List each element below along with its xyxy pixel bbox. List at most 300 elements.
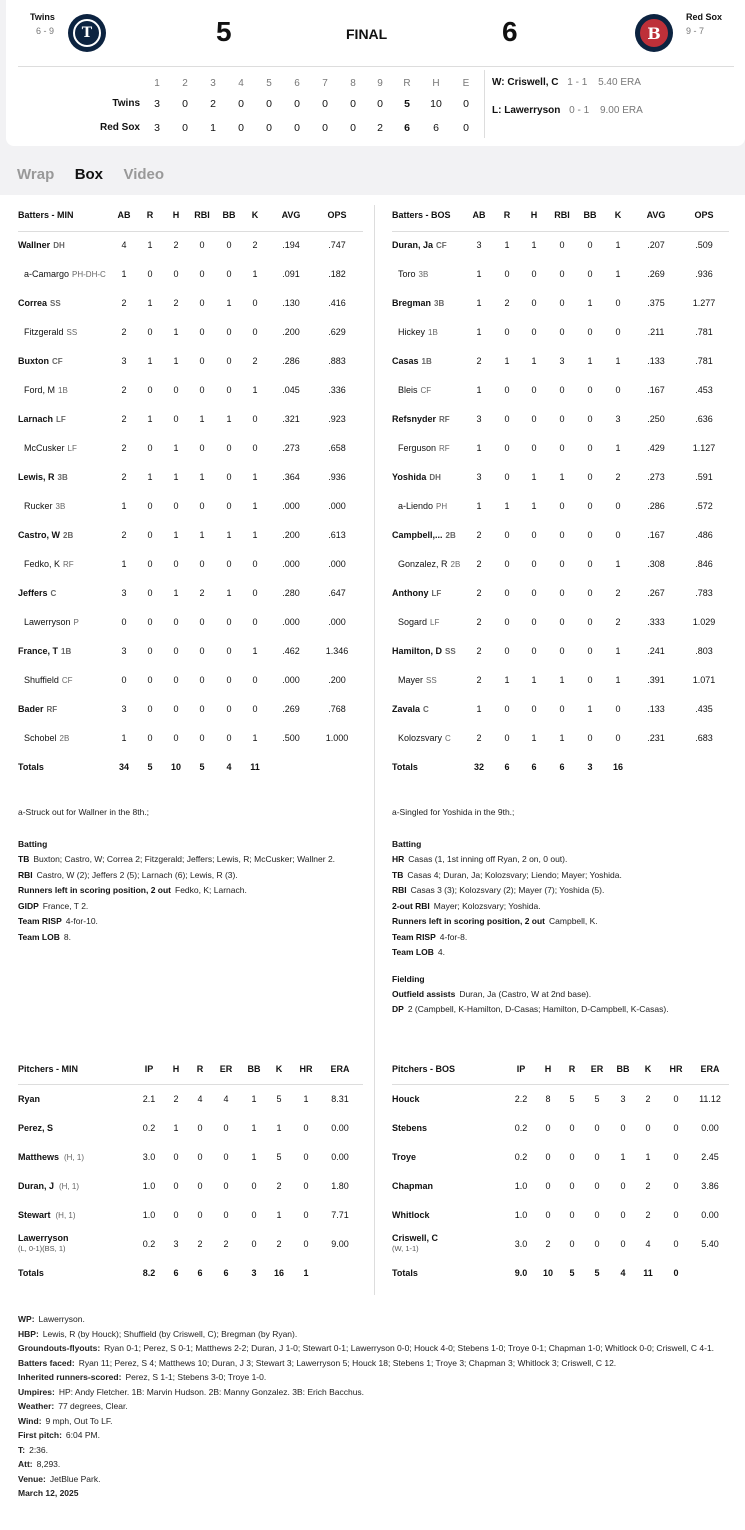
batting-stat: 2 xyxy=(121,472,127,482)
batting-stat: 0 xyxy=(147,501,153,511)
batting-stat: 0 xyxy=(504,327,510,337)
note-key: Outfield assists xyxy=(392,988,456,999)
batting-stat: .269 xyxy=(647,269,665,279)
batting-stat: 0 xyxy=(531,617,537,627)
batting-stat: 0 xyxy=(226,733,232,743)
player-name-cell xyxy=(392,588,441,598)
batting-stat: 0 xyxy=(226,385,232,395)
batting-total: 5 xyxy=(147,762,153,772)
batting-stat: .591 xyxy=(695,472,713,482)
batting-stat: 1 xyxy=(476,443,482,453)
player-name[interactable]: Bleis xyxy=(398,385,418,395)
player-name[interactable]: Sogard xyxy=(398,617,428,627)
pitching-total: 0 xyxy=(673,1268,679,1278)
batting-stat: .391 xyxy=(647,675,665,685)
linescore-home-team[interactable]: Red Sox xyxy=(99,122,140,133)
batting-stat: .273 xyxy=(647,472,665,482)
batting-stat: 0 xyxy=(199,327,205,337)
home-inning-score: 0 xyxy=(322,122,328,134)
player-name[interactable]: Duran, Ja xyxy=(392,240,434,250)
player-name[interactable]: France, T xyxy=(18,646,59,656)
pitching-stat: 8.31 xyxy=(331,1094,349,1104)
twins-logo-icon[interactable]: T xyxy=(68,14,106,52)
pitcher-name[interactable]: Matthews xyxy=(18,1152,60,1162)
player-name[interactable]: a-Liendo xyxy=(398,501,434,511)
player-position: 1B xyxy=(428,328,438,337)
batting-stat: .783 xyxy=(695,588,713,598)
player-name[interactable]: Buxton xyxy=(18,356,49,366)
pitching-stat: 0.00 xyxy=(701,1123,719,1133)
note-value: Casas 3 (3); Kolozsvary (2); Mayer (7); Yoshida (5). xyxy=(410,885,605,895)
game-status: FINAL xyxy=(346,26,388,42)
batting-stat: 1 xyxy=(252,269,258,279)
pitching-stat: 1.0 xyxy=(514,1181,528,1191)
batting-stat: 3 xyxy=(476,472,482,482)
pitching-column-header: ERA xyxy=(330,1064,350,1074)
player-name[interactable]: Hamilton, D xyxy=(392,646,443,656)
batting-stat: 0 xyxy=(504,646,510,656)
batting-stat: 1 xyxy=(476,704,482,714)
batting-stat: 0 xyxy=(226,501,232,511)
pitcher-name[interactable]: Stewart xyxy=(18,1210,51,1220)
batting-stat: 0 xyxy=(252,675,258,685)
batting-stat: 0 xyxy=(147,559,153,569)
batting-stat: 1 xyxy=(504,501,510,511)
note-item xyxy=(18,914,368,930)
batting-stat: 1 xyxy=(173,356,179,366)
batting-stat: 1 xyxy=(173,327,179,337)
pitching-stat: 0 xyxy=(594,1210,600,1220)
batting-stat: 0 xyxy=(226,675,232,685)
note-item xyxy=(392,883,737,899)
player-name[interactable]: Rucker xyxy=(24,501,53,511)
batting-stat: 0 xyxy=(173,733,179,743)
batting-stat: 0 xyxy=(147,733,153,743)
batting-stat: 0 xyxy=(587,472,593,482)
pitcher-name[interactable]: Criswell, C xyxy=(392,1233,439,1243)
note-key: Team RISP xyxy=(18,916,62,926)
player-name[interactable]: Mayer xyxy=(398,675,424,685)
player-name[interactable]: Gonzalez, R xyxy=(398,559,448,569)
game-info-item xyxy=(18,1327,733,1342)
game-info-key: First pitch: xyxy=(18,1430,62,1440)
pitching-stat: 2.1 xyxy=(142,1094,156,1104)
batting-stat: 0 xyxy=(226,704,232,714)
player-name[interactable]: Wallner xyxy=(18,240,51,250)
batting-stat: 2 xyxy=(476,646,482,656)
batting-stat: .241 xyxy=(647,646,665,656)
player-name[interactable]: Casas xyxy=(392,356,419,366)
player-name[interactable]: Kolozsvary xyxy=(398,733,443,743)
batting-stat: 0 xyxy=(559,588,565,598)
batting-stat: 0 xyxy=(531,327,537,337)
pitching-stat: 5 xyxy=(276,1094,282,1104)
batting-column-header: RBI xyxy=(554,210,570,220)
loss-label: L: xyxy=(492,105,502,116)
batting-stat: .781 xyxy=(695,327,713,337)
player-name-cell xyxy=(18,240,65,250)
batting-stat: .500 xyxy=(282,733,300,743)
batting-stat: 1 xyxy=(226,530,232,540)
player-name-cell xyxy=(24,443,77,453)
player-name[interactable]: Toro xyxy=(398,269,416,279)
batting-stat: .000 xyxy=(282,501,300,511)
note-item xyxy=(392,899,737,915)
header-underline xyxy=(392,1084,729,1085)
batting-stat: 0 xyxy=(199,356,205,366)
pitcher-name-cell xyxy=(392,1094,420,1104)
pitcher-note: (H, 1) xyxy=(55,1211,76,1220)
batting-stat: 1 xyxy=(615,240,621,250)
losing-pitcher xyxy=(492,105,643,116)
bos-footnote: a-Singled for Yoshida in the 9th.; xyxy=(392,807,515,817)
player-name[interactable]: Shuffield xyxy=(24,675,59,685)
player-name[interactable]: Hickey xyxy=(398,327,426,337)
player-name[interactable]: Anthony xyxy=(392,588,429,598)
game-info-value: 8,293. xyxy=(36,1459,61,1469)
player-position: RF xyxy=(63,560,74,569)
away-team-record: 6 - 9 xyxy=(36,26,55,36)
away-inning-score: 10 xyxy=(430,98,442,110)
batting-stat: 1 xyxy=(147,298,153,308)
batting-stat: .375 xyxy=(647,298,665,308)
batting-stat: 0 xyxy=(173,675,179,685)
batting-stat: 0 xyxy=(121,617,127,627)
pitching-total: 11 xyxy=(643,1268,653,1278)
pitching-column-header: K xyxy=(275,1064,283,1074)
batting-stat: 2 xyxy=(476,559,482,569)
pitching-stat: 0.00 xyxy=(331,1123,349,1133)
pitching-stat: 2 xyxy=(276,1181,282,1191)
game-info-key: Batters faced: xyxy=(18,1357,75,1368)
batting-stat: .182 xyxy=(328,269,346,279)
pitching-stat: 0 xyxy=(545,1123,551,1133)
batting-stat: 1 xyxy=(252,385,258,395)
batting-stat: .936 xyxy=(328,472,346,482)
batting-stat: 1 xyxy=(531,240,537,250)
batting-stat: 2 xyxy=(199,588,205,598)
batting-stat: .462 xyxy=(282,646,300,656)
batting-stat: 0 xyxy=(504,733,510,743)
player-name[interactable]: Castro, W xyxy=(18,530,61,540)
batting-stat: 1 xyxy=(173,443,179,453)
player-name-cell xyxy=(18,704,57,714)
bos-fielding-list xyxy=(392,987,737,1018)
note-key: Team LOB xyxy=(18,931,60,942)
player-name-cell xyxy=(392,356,432,366)
note-value: 8. xyxy=(63,931,71,942)
player-name[interactable]: Bader xyxy=(18,704,44,714)
batting-stat: 1 xyxy=(252,733,258,743)
away-team-name[interactable]: Twins xyxy=(30,12,55,22)
batting-stat: 3 xyxy=(121,356,127,366)
player-name[interactable]: Ford, M xyxy=(24,385,56,395)
player-name[interactable]: Schobel xyxy=(24,733,57,743)
player-name[interactable]: Fitzgerald xyxy=(24,327,64,337)
pitcher-name[interactable]: Stebens xyxy=(392,1123,428,1133)
batting-stat: 0 xyxy=(199,704,205,714)
pitching-stat: 0 xyxy=(173,1152,179,1162)
pitching-stat: 0 xyxy=(620,1181,626,1191)
game-info-key: Umpires: xyxy=(18,1386,55,1397)
note-item xyxy=(392,1002,737,1018)
player-name[interactable]: Larnach xyxy=(18,414,54,424)
batting-stat: 2 xyxy=(173,240,179,250)
note-value: Buxton; Castro, W; Correa 2; Fitzgerald; Jeffers; Lewis, R; McCusker; Wallner 2. xyxy=(33,854,336,864)
batting-stat: .133 xyxy=(647,356,665,366)
batting-stat: 1.071 xyxy=(692,675,716,685)
pitcher-name[interactable]: Perez, S xyxy=(18,1123,54,1133)
batting-stat: 1 xyxy=(531,501,537,511)
batting-column-header: AB xyxy=(472,210,486,220)
batting-stat: 0 xyxy=(504,530,510,540)
pitching-stat: 1.0 xyxy=(142,1181,156,1191)
player-name[interactable]: McCusker xyxy=(24,443,65,453)
tab-video[interactable]: Video xyxy=(123,166,165,183)
batting-stat: 3 xyxy=(476,414,482,424)
pitching-stat: 2.2 xyxy=(514,1094,528,1104)
player-name[interactable]: Lawerryson xyxy=(24,617,71,627)
pitcher-name-cell xyxy=(18,1181,79,1191)
loss-pitcher-name[interactable]: Lawerryson xyxy=(504,105,561,116)
batting-stat: .486 xyxy=(695,530,713,540)
game-info-item xyxy=(18,1443,733,1458)
batting-stat: 2 xyxy=(252,240,258,250)
player-name[interactable]: Yoshida xyxy=(392,472,427,482)
player-name[interactable]: Lewis, R xyxy=(18,472,55,482)
batting-stat: .658 xyxy=(328,443,346,453)
batting-stat: 1 xyxy=(504,356,510,366)
batting-stat: 2 xyxy=(121,414,127,424)
linescore-header: 7 xyxy=(322,78,328,89)
note-item xyxy=(392,930,737,946)
game-info-value: Lawerryson. xyxy=(38,1314,85,1324)
batting-stat: .923 xyxy=(328,414,346,424)
batting-stat: 0 xyxy=(559,240,565,250)
player-name[interactable]: Jeffers xyxy=(18,588,48,598)
batting-stat: 2 xyxy=(252,356,258,366)
batting-stat: .747 xyxy=(328,240,346,250)
batting-stat: 0 xyxy=(531,269,537,279)
batting-stat: 1 xyxy=(226,298,232,308)
home-team-name[interactable]: Red Sox xyxy=(686,12,723,22)
player-name[interactable]: Zavala xyxy=(392,704,421,714)
batting-stat: 0 xyxy=(587,327,593,337)
player-name[interactable]: a-Camargo xyxy=(24,269,70,279)
player-position: SS xyxy=(445,647,456,656)
pitching-column-header: ER xyxy=(219,1064,233,1074)
pitching-stat: 0 xyxy=(251,1210,257,1220)
batting-stat: .194 xyxy=(282,240,300,250)
pitcher-name-cell xyxy=(18,1123,53,1133)
batting-stat: .167 xyxy=(647,385,665,395)
pitcher-name-cell xyxy=(392,1152,416,1162)
player-name-cell xyxy=(398,559,460,569)
player-name-cell xyxy=(398,733,451,743)
player-name-cell xyxy=(398,675,437,685)
player-position: C xyxy=(445,734,451,743)
note-key: Team LOB xyxy=(392,947,434,957)
pitcher-name[interactable]: Lawerryson xyxy=(18,1233,69,1243)
pitcher-name-cell xyxy=(392,1181,433,1191)
batting-column-header: BB xyxy=(222,210,236,220)
player-name-cell xyxy=(24,733,69,743)
game-info-item xyxy=(18,1385,733,1400)
batting-stat: 1 xyxy=(615,356,621,366)
batting-total: 6 xyxy=(559,762,565,772)
pitching-stat: 0 xyxy=(673,1123,679,1133)
player-name[interactable]: Campbell,... xyxy=(392,530,443,540)
away-inning-score: 3 xyxy=(154,98,160,110)
note-key: RBI xyxy=(392,885,407,895)
linescore-header: R xyxy=(403,78,411,89)
batting-stat: .636 xyxy=(695,414,713,424)
batting-stat: 1 xyxy=(531,472,537,482)
pitching-stat: 0 xyxy=(569,1210,575,1220)
pitching-stat: 0 xyxy=(303,1210,309,1220)
game-info-item xyxy=(18,1414,733,1429)
pitching-stat: 0 xyxy=(251,1181,257,1191)
batting-stat: 0 xyxy=(587,530,593,540)
redsox-logo-icon[interactable]: B xyxy=(635,14,673,52)
pitching-total: 8.2 xyxy=(142,1268,156,1278)
batting-stat: 2 xyxy=(476,675,482,685)
tab-box[interactable]: Box xyxy=(74,166,104,183)
pitching-stat: 8 xyxy=(545,1094,551,1104)
pitching-stat: 0.00 xyxy=(701,1210,719,1220)
win-pitcher-era: 5.40 ERA xyxy=(598,77,641,88)
pitcher-name[interactable]: Houck xyxy=(392,1094,420,1104)
pitcher-name[interactable]: Chapman xyxy=(392,1181,434,1191)
score-divider xyxy=(18,66,734,67)
pitching-stat: 4 xyxy=(223,1094,229,1104)
player-name-cell xyxy=(398,501,447,511)
game-info-item xyxy=(18,1356,733,1371)
pitching-stat: 1 xyxy=(173,1123,179,1133)
tab-wrap[interactable]: Wrap xyxy=(17,166,55,183)
min-notes xyxy=(18,804,368,945)
batting-column-header: R xyxy=(503,210,511,220)
note-item xyxy=(392,987,737,1003)
batting-stat: 1 xyxy=(252,501,258,511)
pitching-stat: 4 xyxy=(197,1094,203,1104)
linescore-away-team[interactable]: Twins xyxy=(112,98,140,109)
pitcher-name[interactable]: Ryan xyxy=(18,1094,41,1104)
note-item xyxy=(392,914,737,930)
game-info-item xyxy=(18,1399,733,1414)
batting-stat: .286 xyxy=(282,356,300,366)
batting-stat: 0 xyxy=(147,617,153,627)
pitching-table-title: Pitchers - BOS xyxy=(392,1064,456,1074)
player-name[interactable]: Refsnyder xyxy=(392,414,437,424)
pitching-stat: 0 xyxy=(223,1181,229,1191)
note-value: Mayer; Kolozsvary; Yoshida. xyxy=(433,900,541,911)
batting-stat: 0 xyxy=(252,617,258,627)
batting-stat: 0 xyxy=(252,559,258,569)
batting-stat: .768 xyxy=(328,704,346,714)
batting-stat: 1 xyxy=(173,588,179,598)
batting-stat: 3 xyxy=(121,646,127,656)
batting-stat: 0 xyxy=(226,559,232,569)
batting-stat: 0 xyxy=(199,385,205,395)
batting-stat: 3 xyxy=(121,704,127,714)
batting-stat: .613 xyxy=(328,530,346,540)
pitching-stat: 3.0 xyxy=(514,1239,528,1249)
player-name[interactable]: Fedko, K xyxy=(24,559,61,569)
batting-total: 6 xyxy=(531,762,537,772)
pitcher-name-cell xyxy=(18,1210,76,1220)
pitcher-name[interactable]: Troye xyxy=(392,1152,417,1162)
linescore-header: 3 xyxy=(210,78,216,89)
batting-stat: 0 xyxy=(226,269,232,279)
pitching-total: 6 xyxy=(197,1268,203,1278)
player-name-cell xyxy=(392,472,441,482)
pitching-total: 6 xyxy=(223,1268,229,1278)
batting-stat: 0 xyxy=(559,530,565,540)
batting-stat: 0 xyxy=(587,269,593,279)
win-pitcher-name[interactable]: Criswell, C xyxy=(507,77,559,88)
winning-pitcher xyxy=(492,77,641,88)
batting-stat: 1 xyxy=(252,472,258,482)
player-name-cell xyxy=(398,443,450,453)
pitching-column-header: ER xyxy=(590,1064,604,1074)
note-key: RBI xyxy=(18,869,33,880)
home-inning-score: 1 xyxy=(210,122,216,134)
player-name[interactable]: Ferguson xyxy=(398,443,437,453)
batting-column-header: AVG xyxy=(646,210,666,220)
pitcher-name[interactable]: Duran, J xyxy=(18,1181,55,1191)
batting-stat: 0 xyxy=(504,385,510,395)
batting-stat: 1.277 xyxy=(692,298,716,308)
player-name[interactable]: Bregman xyxy=(392,298,432,308)
batting-stat: 0 xyxy=(226,472,232,482)
batting-stat: 1 xyxy=(199,530,205,540)
pitching-stat: 0 xyxy=(545,1210,551,1220)
player-position: 2B xyxy=(59,734,70,743)
batting-stat: 3 xyxy=(476,240,482,250)
batting-column-header: OPS xyxy=(327,210,347,220)
home-inning-score: 0 xyxy=(238,122,244,134)
batting-stat: .000 xyxy=(328,617,346,627)
pitcher-name[interactable]: Whitlock xyxy=(392,1210,430,1220)
batting-stat: 0 xyxy=(559,559,565,569)
batting-stat: 0 xyxy=(199,240,205,250)
batting-stat: .647 xyxy=(328,588,346,598)
batting-stat: .572 xyxy=(695,501,713,511)
pitching-stat: 1 xyxy=(620,1152,626,1162)
batting-stat: 1.346 xyxy=(325,646,349,656)
pitching-stat: 5 xyxy=(594,1094,600,1104)
player-name-cell xyxy=(392,646,456,656)
batting-stat: 0 xyxy=(173,559,179,569)
batting-stat: 2 xyxy=(476,733,482,743)
player-name[interactable]: Correa xyxy=(18,298,48,308)
batting-stat: .200 xyxy=(282,327,300,337)
pitching-stat: 0 xyxy=(303,1123,309,1133)
note-value: Castro, W (2); Jeffers 2 (5); Larnach (6); Lewis, R (3). xyxy=(36,869,238,880)
note-item xyxy=(18,868,368,884)
batting-stat: 0 xyxy=(615,530,621,540)
note-value: 4-for-8. xyxy=(439,931,468,942)
batting-stat: 2 xyxy=(476,530,482,540)
game-info-value: 9 mph, Out To LF. xyxy=(45,1415,113,1426)
win-label: W: xyxy=(492,77,505,88)
linescore-header: 2 xyxy=(182,78,188,89)
pitching-totals-label: Totals xyxy=(392,1268,418,1278)
batting-stat: 0 xyxy=(121,675,127,685)
batting-stat: 0 xyxy=(504,414,510,424)
batting-column-header: K xyxy=(251,210,259,220)
